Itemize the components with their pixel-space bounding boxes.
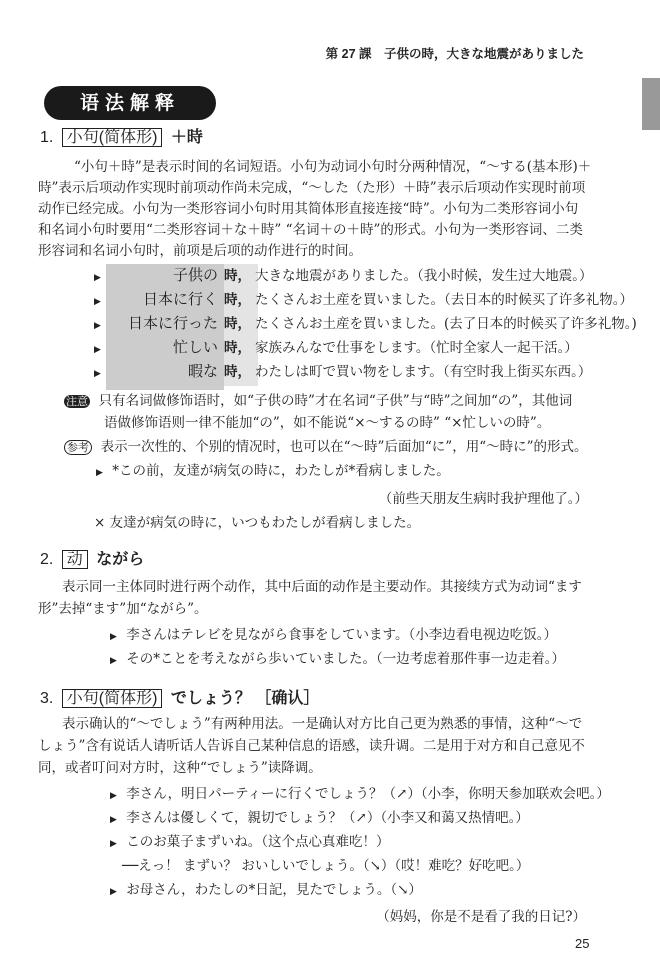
- s2-example: [110, 626, 557, 647]
- s1-para-line: 和名词小句时要用“二类形容词＋な＋時” “名词＋の＋時”的形式。小句为一类形容词、二类: [38, 222, 583, 238]
- s1-para-line: 形容词和名词小句时，前项是后项的动作进行的时间。: [38, 243, 362, 259]
- ref-translation: （前些天朋友生病时我护理他了。）: [378, 491, 588, 507]
- s2-para-line: 表示同一主体同时进行两个动作，其中后面的动作是主要动作。其接续方式为动词“ます: [62, 579, 582, 595]
- s1-number: 1.: [40, 129, 54, 146]
- s2-para-line: 形”去掉“ます”加“ながら”。: [38, 601, 208, 617]
- ref-text: 表示一次性的、个别的情况时，也可以在“～時”后面加“に”，用“～時に”的形式。: [100, 439, 588, 455]
- bullet-icon: ▶: [110, 791, 117, 801]
- s3-number: 3.: [40, 690, 54, 707]
- example-sentence: このお菓子まずいね。（这个点心真难吃！）: [126, 834, 390, 850]
- bullet-icon: ▶: [94, 345, 101, 355]
- bullet-icon: ▶: [110, 839, 117, 849]
- example-clause: 忙しい: [172, 338, 218, 356]
- ref-line: [64, 438, 588, 457]
- s1-example: [94, 266, 593, 288]
- s2-example: [110, 650, 565, 671]
- example-time: 時，: [224, 268, 251, 284]
- bullet-icon: ▶: [94, 297, 101, 307]
- section-title: 语法解释: [44, 86, 216, 120]
- s2-box: 动: [62, 550, 88, 569]
- bullet-icon: ▶: [110, 887, 117, 897]
- s2-number: 2.: [40, 551, 54, 568]
- s3-para-line: 同，或者叮问对方时，这种“でしょう”读降调。: [38, 760, 322, 776]
- example-time: 時，: [224, 292, 251, 308]
- chapter-tab: [642, 78, 660, 130]
- s1-example: [94, 362, 591, 384]
- bullet-icon: ▶: [110, 656, 117, 666]
- bullet-icon: ▶: [94, 273, 101, 283]
- example-time: 時，: [224, 340, 251, 356]
- s1-para-line: “小句＋時”是表示时间的名词短语。小句为动词小句时分两种情况，“～する(基本形)＋: [74, 159, 592, 175]
- bullet-icon: ▶: [96, 468, 103, 478]
- note-badge: 注意: [66, 395, 88, 408]
- ref-badge: 参考: [64, 440, 92, 455]
- s1-para-line: 時”表示后项动作实现时前项动作尚未完成，“～した（た形）＋時”表示后项动作实现时前项: [38, 180, 586, 196]
- s2-rest: ながら: [96, 551, 145, 568]
- example-sentence: 李さんはテレビを見ながら食事をしています。（小李边看电视边吃饭。）: [126, 627, 557, 643]
- s1-rest: ＋時: [170, 129, 203, 146]
- s3-para-line: しょう”含有说话人请听话人告诉自己某种信息的语感，读升调。二是用于对方和自己意见不: [38, 738, 585, 754]
- bullet-icon: ▶: [110, 632, 117, 642]
- example-clause: 日本に行く: [142, 290, 218, 308]
- s3-example-reply: ──えっ！ まずい？ おいしいでしょう。（↘）（哎！难吃？好吃吧。）: [122, 858, 530, 874]
- s3-example: [110, 809, 529, 830]
- example-clause: 子供の: [172, 266, 218, 284]
- s1-heading: [40, 128, 203, 148]
- example-time: 時，: [224, 364, 251, 380]
- example-sentence: その*ことを考えながら歩いていました。（一边考虑着那件事一边走着。）: [126, 651, 566, 667]
- s3-rest: でしょう？ ［确认］: [170, 690, 320, 707]
- example-sentence: 李さんは優しくて，親切でしょう？（↗）（小李又和蔼又热情吧。）: [126, 810, 529, 826]
- s2-heading: [40, 550, 144, 570]
- example-sentence: お母さん，わたしの*日記，見たでしょう。（↘）: [126, 882, 422, 898]
- bullet-icon: ▶: [110, 815, 117, 825]
- s1-para-line: 动作已经完成。小句为一类形容词小句时用其简体形直接连接“時”。小句为二类形容词小句: [38, 201, 579, 217]
- s3-example: [110, 881, 422, 902]
- example-clause: 日本に行った: [127, 314, 218, 332]
- example-sentence: 李さん，明日パーティーに行くでしょう？（↗）（小李，你明天参加联欢会吧。）: [126, 786, 610, 802]
- example-sentence: 家族みんなで仕事をします。（忙时全家人一起干活。）: [255, 340, 578, 356]
- s3-heading: [40, 689, 319, 709]
- s1-box: 小句(简体形): [62, 128, 163, 147]
- s3-para-line: 表示确认的“～でしょう”有两种用法。一是确认对方比自己更为熟悉的事情，这种“～で: [62, 716, 583, 732]
- running-header: 第 27 課 子供の時，大きな地震がありました: [325, 47, 584, 61]
- example-sentence: わたしは町で買い物をします。（有空时我上街买东西。）: [255, 364, 592, 380]
- s3-example: [110, 785, 610, 806]
- bullet-icon: ▶: [94, 369, 101, 379]
- s1-example: [94, 338, 578, 360]
- s1-example: [94, 290, 633, 312]
- s3-example: [110, 833, 390, 854]
- example-sentence: 大きな地震がありました。（我小时候，发生过大地震。）: [255, 268, 593, 284]
- example-clause: 暇な: [187, 362, 218, 380]
- bullet-icon: ▶: [94, 321, 101, 331]
- note-line: 语做修饰语则一律不能加“の”，如不能说“×～するの時” “×忙しいの時”。: [104, 415, 551, 431]
- ref-example-text: *この前，友達が病気の時に，わたしが*看病しました。: [112, 463, 450, 479]
- note-text: 只有名词做修饰语时，如“子供の時”才在名词“子供”与“時”之间加“の”，其他词: [98, 393, 573, 409]
- ref-example: [96, 462, 450, 483]
- wrong-example: × 友達が病気の時に，いつもわたしが看病しました。: [94, 515, 421, 531]
- example-sentence: たくさんお土産を買いました。（去日本的时候买了许多礼物。）: [255, 292, 633, 308]
- s1-example: [94, 314, 637, 336]
- s3-box: 小句(简体形): [62, 689, 163, 708]
- note-line: [64, 392, 572, 411]
- page-number: 25: [575, 936, 590, 951]
- example-time: 時，: [224, 316, 251, 332]
- example-sentence: たくさんお土産を買いました。(去了日本的时候买了许多礼物。): [255, 316, 637, 332]
- last-translation: （妈妈，你是不是看了我的日记?）: [376, 909, 586, 925]
